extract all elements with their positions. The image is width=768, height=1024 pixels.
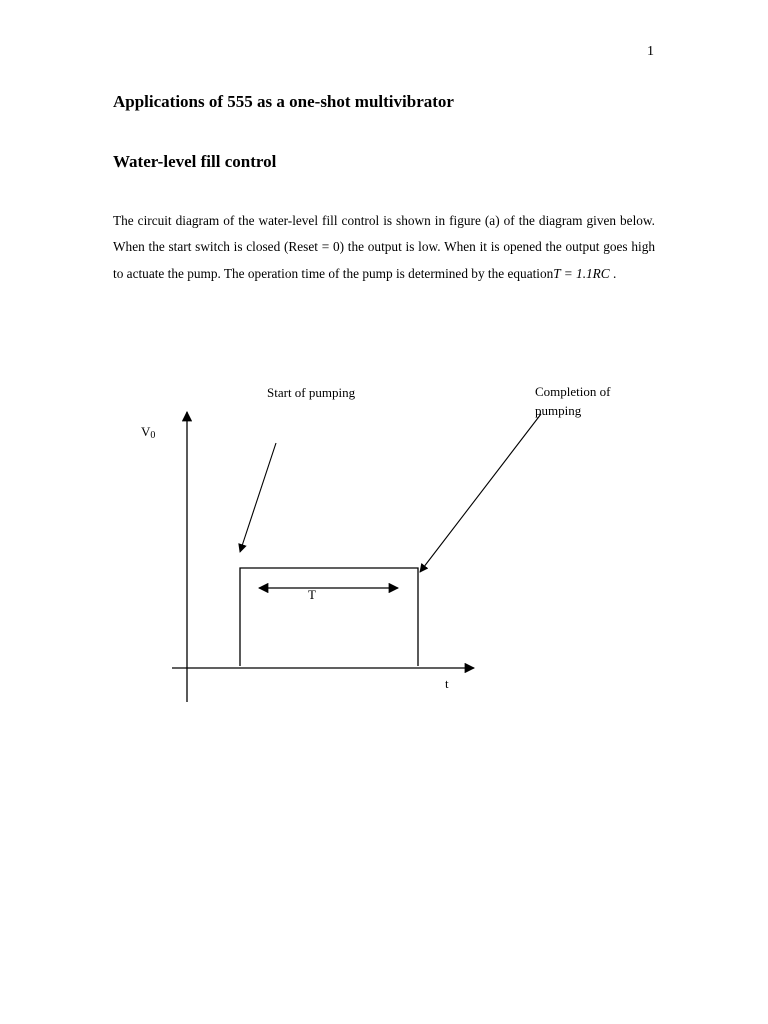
start-pointer-arrow [240,443,276,552]
x-axis-label: t [445,676,449,691]
pulse-waveform [240,568,418,666]
section-title: Water-level fill control [113,152,277,171]
completion-label-line2: pumping [535,403,582,418]
page-number: 1 [647,44,654,59]
y-axis-label-subscript: 0 [150,430,156,441]
pulse-duration-label: T [308,587,316,602]
start-label: Start of pumping [267,385,356,400]
equation: T = 1.1RC [553,265,610,281]
y-axis-label-main: V [141,424,151,439]
y-axis-label [141,424,155,441]
paragraph-end: . [609,265,617,281]
completion-pointer-arrow [420,414,541,572]
paragraph-text: The circuit diagram of the water-level fill control is shown in figure (a) of the diagram given below. When the start switch is closed (Reset = 0) the output is low. When it is opened the output goes high to actuate the pump. The operation time of the pump is determined by the equation [113,213,655,281]
completion-label-line1: Completion of [535,384,611,399]
page-title: Applications of 555 as a one-shot multivibrator [113,92,454,111]
